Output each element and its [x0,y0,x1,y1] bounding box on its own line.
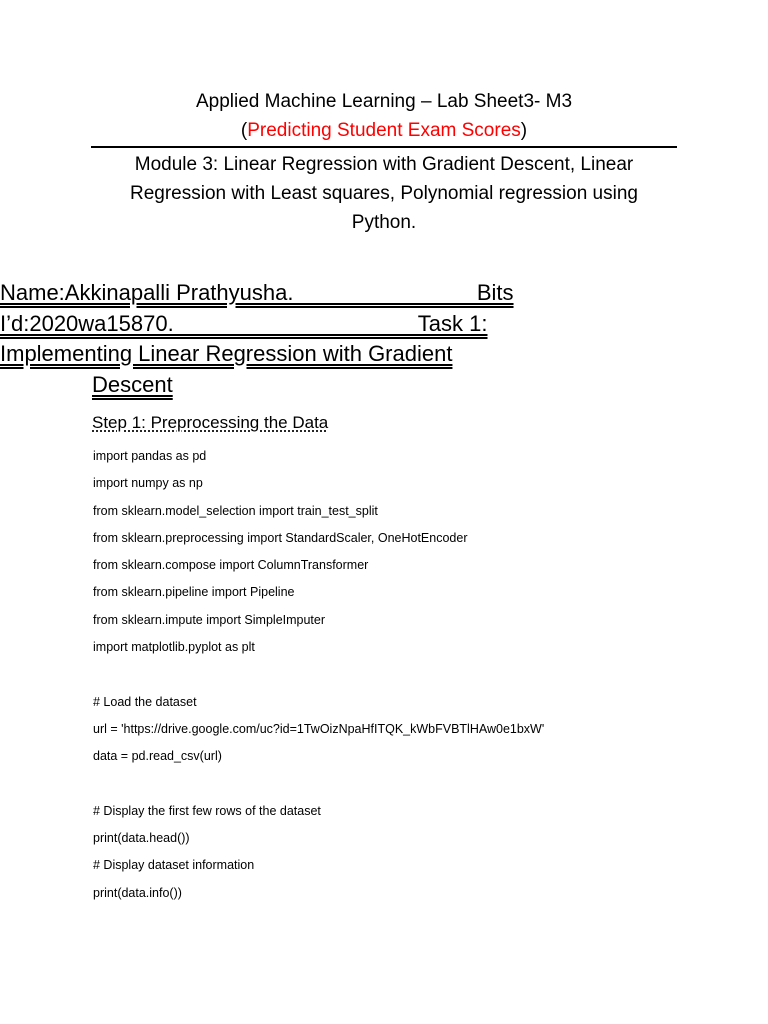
code-line: print(data.info()) [93,885,182,900]
student-name-line: Name:Akkinapalli Prathyusha. Bits [0,280,514,305]
code-line: from sklearn.preprocessing import StandardScaler, OneHotEncoder [93,530,468,545]
subtitle-open-paren: ( [240,120,248,141]
document-title: Applied Machine Learning – Lab Sheet3- M3 [195,91,573,112]
code-line: import matplotlib.pyplot as plt [93,640,255,655]
task-heading-line: Implementing Linear Regression with Gradient [0,341,453,366]
code-line: from sklearn.model_selection import train_test_split [93,503,378,518]
code-line: url = 'https://drive.google.com/uc?id=1TwOizNpaHfITQK_kWbFVBTlHAw0e1bxW' [93,721,545,736]
code-line: from sklearn.impute import SimpleImputer [93,612,326,627]
code-line: # Load the dataset [93,694,197,709]
subtitle-highlight: Predicting Student Exam Scores [247,120,521,141]
task-heading-continuation: Descent [92,372,173,397]
code-line: # Display dataset information [93,858,255,873]
code-block [93,446,544,910]
step-heading: Step 1: Preprocessing the Data [92,413,329,432]
code-line: # Display the first few rows of the dataset [93,803,321,818]
student-id-line: I’d:2020wa15870. Task 1: [0,311,488,336]
module-line: Module 3: Linear Regression with Gradient Descent, Linear [134,154,634,175]
document-subtitle [0,119,768,143]
code-line: data = pd.read_csv(url) [93,749,222,764]
code-line: from sklearn.pipeline import Pipeline [93,585,295,600]
module-line: Python. [351,212,417,233]
code-blank-line [93,774,544,801]
code-line: import numpy as np [93,476,203,491]
title-divider [91,146,677,148]
code-blank-line [93,664,544,691]
subtitle-close-paren: ) [520,120,528,141]
module-description [100,150,668,237]
code-line: import pandas as pd [93,449,207,463]
code-line: print(data.head()) [93,831,190,846]
module-line: Regression with Least squares, Polynomial regression using [130,183,638,204]
code-line: from sklearn.compose import ColumnTransformer [93,558,369,573]
